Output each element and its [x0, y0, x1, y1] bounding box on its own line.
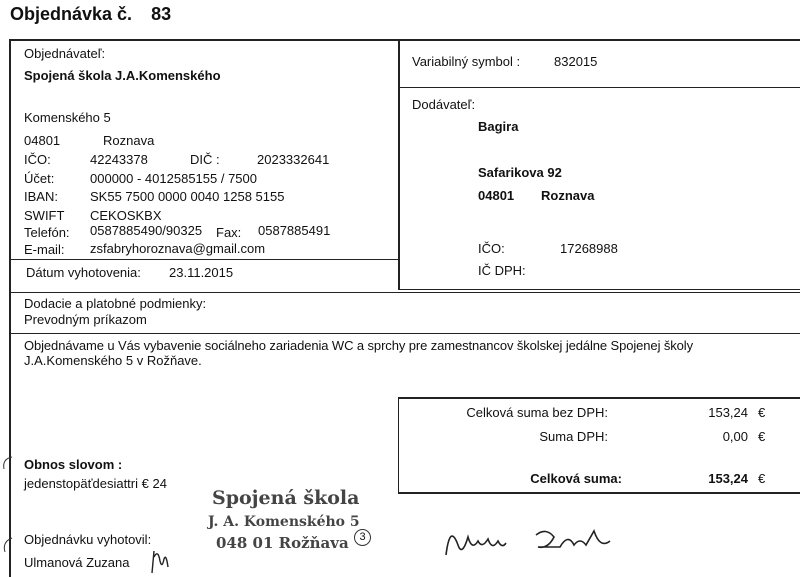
- order-number: 83: [151, 4, 172, 24]
- orderer-account: 000000 - 4012585155 / 7500: [90, 171, 257, 186]
- description-line-1: Objednávame u Vás vybavenie sociálneho zariadenia WC a sprchy pre zamestnancov školskej jedálne Spojenej školy: [24, 338, 693, 353]
- supplier-postal-code: 04801: [478, 188, 515, 203]
- date-value: 23.11.2015: [169, 265, 234, 280]
- signature-icon: [440, 515, 620, 565]
- bracket-mark-icon: [0, 455, 20, 475]
- orderer-dic: 2023332641: [257, 152, 330, 167]
- orderer-iban: SK55 7500 0000 0040 1258 5155: [90, 189, 285, 204]
- frame-left-border: [9, 39, 11, 577]
- bracket-mark-icon-2: [0, 536, 20, 556]
- variable-symbol-divider: [398, 87, 800, 88]
- order-title-label: Objednávka č.: [10, 4, 133, 24]
- date-label: Dátum vyhotovenia:: [26, 265, 141, 280]
- orderer-ico-label: IČO:: [24, 152, 51, 167]
- orderer-city: Roznava: [103, 133, 155, 148]
- orderer-name: Spojená škola J.A.Komenského: [24, 68, 221, 83]
- supplier-heading: Dodávateľ:: [412, 97, 476, 112]
- orderer-iban-label: IBAN:: [24, 189, 58, 204]
- orderer-heading: Objednávateľ:: [24, 46, 106, 61]
- description-line-2: J.A.Komenského 5 v Rožňave.: [24, 353, 202, 368]
- frame-top-border: [9, 39, 800, 41]
- variable-symbol-label: Variabilný symbol :: [412, 54, 521, 69]
- words-value: jedenstopäťdesiattri € 24: [24, 476, 167, 491]
- grand-total-currency: €: [758, 471, 766, 486]
- terms-top-border: [9, 292, 800, 293]
- net-total-label: Celková suma bez DPH:: [466, 405, 608, 420]
- terms-value: Prevodným príkazom: [24, 312, 147, 327]
- supplier-street: Safarikova 92: [478, 165, 562, 180]
- vat-value: 0,00: [722, 429, 748, 444]
- initials-signature-icon: [148, 545, 178, 575]
- orderer-account-label: Účet:: [24, 171, 55, 186]
- orderer-fax: 0587885491: [258, 223, 331, 238]
- supplier-name: Bagira: [478, 119, 519, 134]
- vat-label: Suma DPH:: [539, 429, 608, 444]
- date-divider: [11, 259, 398, 260]
- terms-heading: Dodacie a platobné podmienky:: [24, 296, 207, 311]
- variable-symbol-value: 832015: [554, 54, 598, 69]
- supplier-ico: 17268988: [560, 241, 618, 256]
- orderer-ico: 42243378: [90, 152, 148, 167]
- totals-left-border: [398, 397, 399, 493]
- orderer-postal-code: 04801: [24, 133, 61, 148]
- issuer-label: Objednávku vyhotovil:: [24, 532, 152, 547]
- orderer-phone-label: Telefón:: [24, 225, 70, 240]
- orderer-email: zsfabryhoroznava@gmail.com: [90, 241, 266, 256]
- orderer-swift-label: SWIFT: [24, 208, 65, 223]
- description-top-border: [9, 333, 800, 334]
- orderer-dic-label: DIČ :: [190, 152, 220, 167]
- grand-total-label: Celková suma:: [530, 471, 622, 486]
- stamp-line-3: 048 01 Rožňava: [216, 534, 349, 552]
- net-total-value: 153,24: [708, 405, 748, 420]
- orderer-swift: CEKOSKBX: [90, 208, 162, 223]
- stamp-line-1: Spojená škola: [212, 487, 360, 509]
- grand-total-value: 153,24: [708, 471, 748, 486]
- supplier-bottom-border: [398, 289, 800, 290]
- order-title: [10, 4, 171, 25]
- orderer-phone: 0587885490/90325: [90, 223, 203, 238]
- totals-top-border: [398, 397, 800, 399]
- supplier-ic-dph-label: IČ DPH:: [478, 263, 526, 278]
- stamp-number: 3: [354, 529, 371, 546]
- orderer-fax-label: Fax:: [216, 225, 242, 240]
- supplier-city: Roznava: [541, 188, 595, 203]
- orderer-street: Komenského 5: [24, 110, 111, 125]
- issuer-name: Ulmanová Zuzana: [24, 555, 130, 570]
- net-total-currency: €: [758, 405, 766, 420]
- column-divider: [398, 39, 400, 290]
- stamp-line-2: J. A. Komenského 5: [208, 514, 360, 530]
- words-heading: Obnos slovom :: [24, 457, 123, 472]
- supplier-ico-label: IČO:: [478, 241, 505, 256]
- totals-bottom-border: [398, 492, 800, 494]
- orderer-email-label: E-mail:: [24, 242, 65, 257]
- vat-currency: €: [758, 429, 766, 444]
